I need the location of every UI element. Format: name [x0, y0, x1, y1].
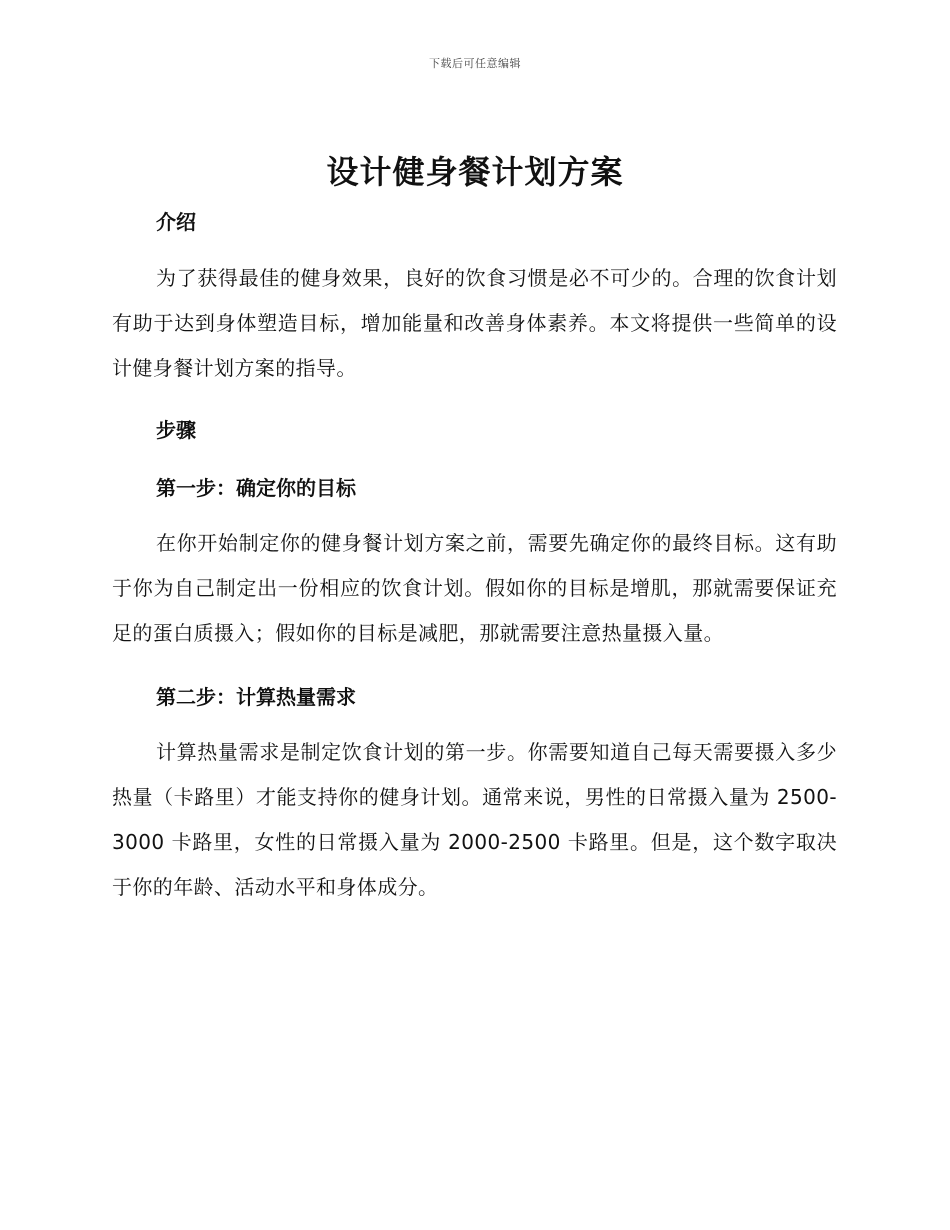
document-title: 设计健身餐计划方案 — [326, 153, 624, 191]
paragraph-step-1: 在你开始制定你的健身餐计划方案之前，需要先确定你的最终目标。这有助于你为自己制定出一份相应的饮食计划。假如你的目标是增肌，那就需要保证充足的蛋白质摄入；假如你的目标是减肥，那就需要注意热量摄入量。 — [112, 531, 837, 645]
page-header-note: 下载后可任意编辑 — [429, 57, 521, 70]
paragraph-intro: 为了获得最佳的健身效果，良好的饮食习惯是必不可少的。合理的饮食计划有助于达到身体塑造目标，增加能量和改善身体素养。本文将提供一些简单的设计健身餐计划方案的指导。 — [112, 266, 837, 380]
paragraph-step-2: 计算热量需求是制定饮食计划的第一步。你需要知道自己每天需要摄入多少热量（卡路里）才能支持你的健身计划。通常来说，男性的日常摄入量为 2500-3000 卡路里，女性的日常摄入量为 2000-2500 卡路里。但是，这个数字取决于你的年龄、活动水平和身体成分。 — [112, 740, 837, 899]
section-heading-steps: 步骤 — [156, 418, 196, 442]
step-heading-1: 第一步：确定你的目标 — [156, 476, 356, 500]
step-heading-2: 第二步：计算热量需求 — [156, 685, 356, 709]
section-heading-intro: 介绍 — [156, 210, 196, 234]
document-body — [112, 205, 837, 910]
